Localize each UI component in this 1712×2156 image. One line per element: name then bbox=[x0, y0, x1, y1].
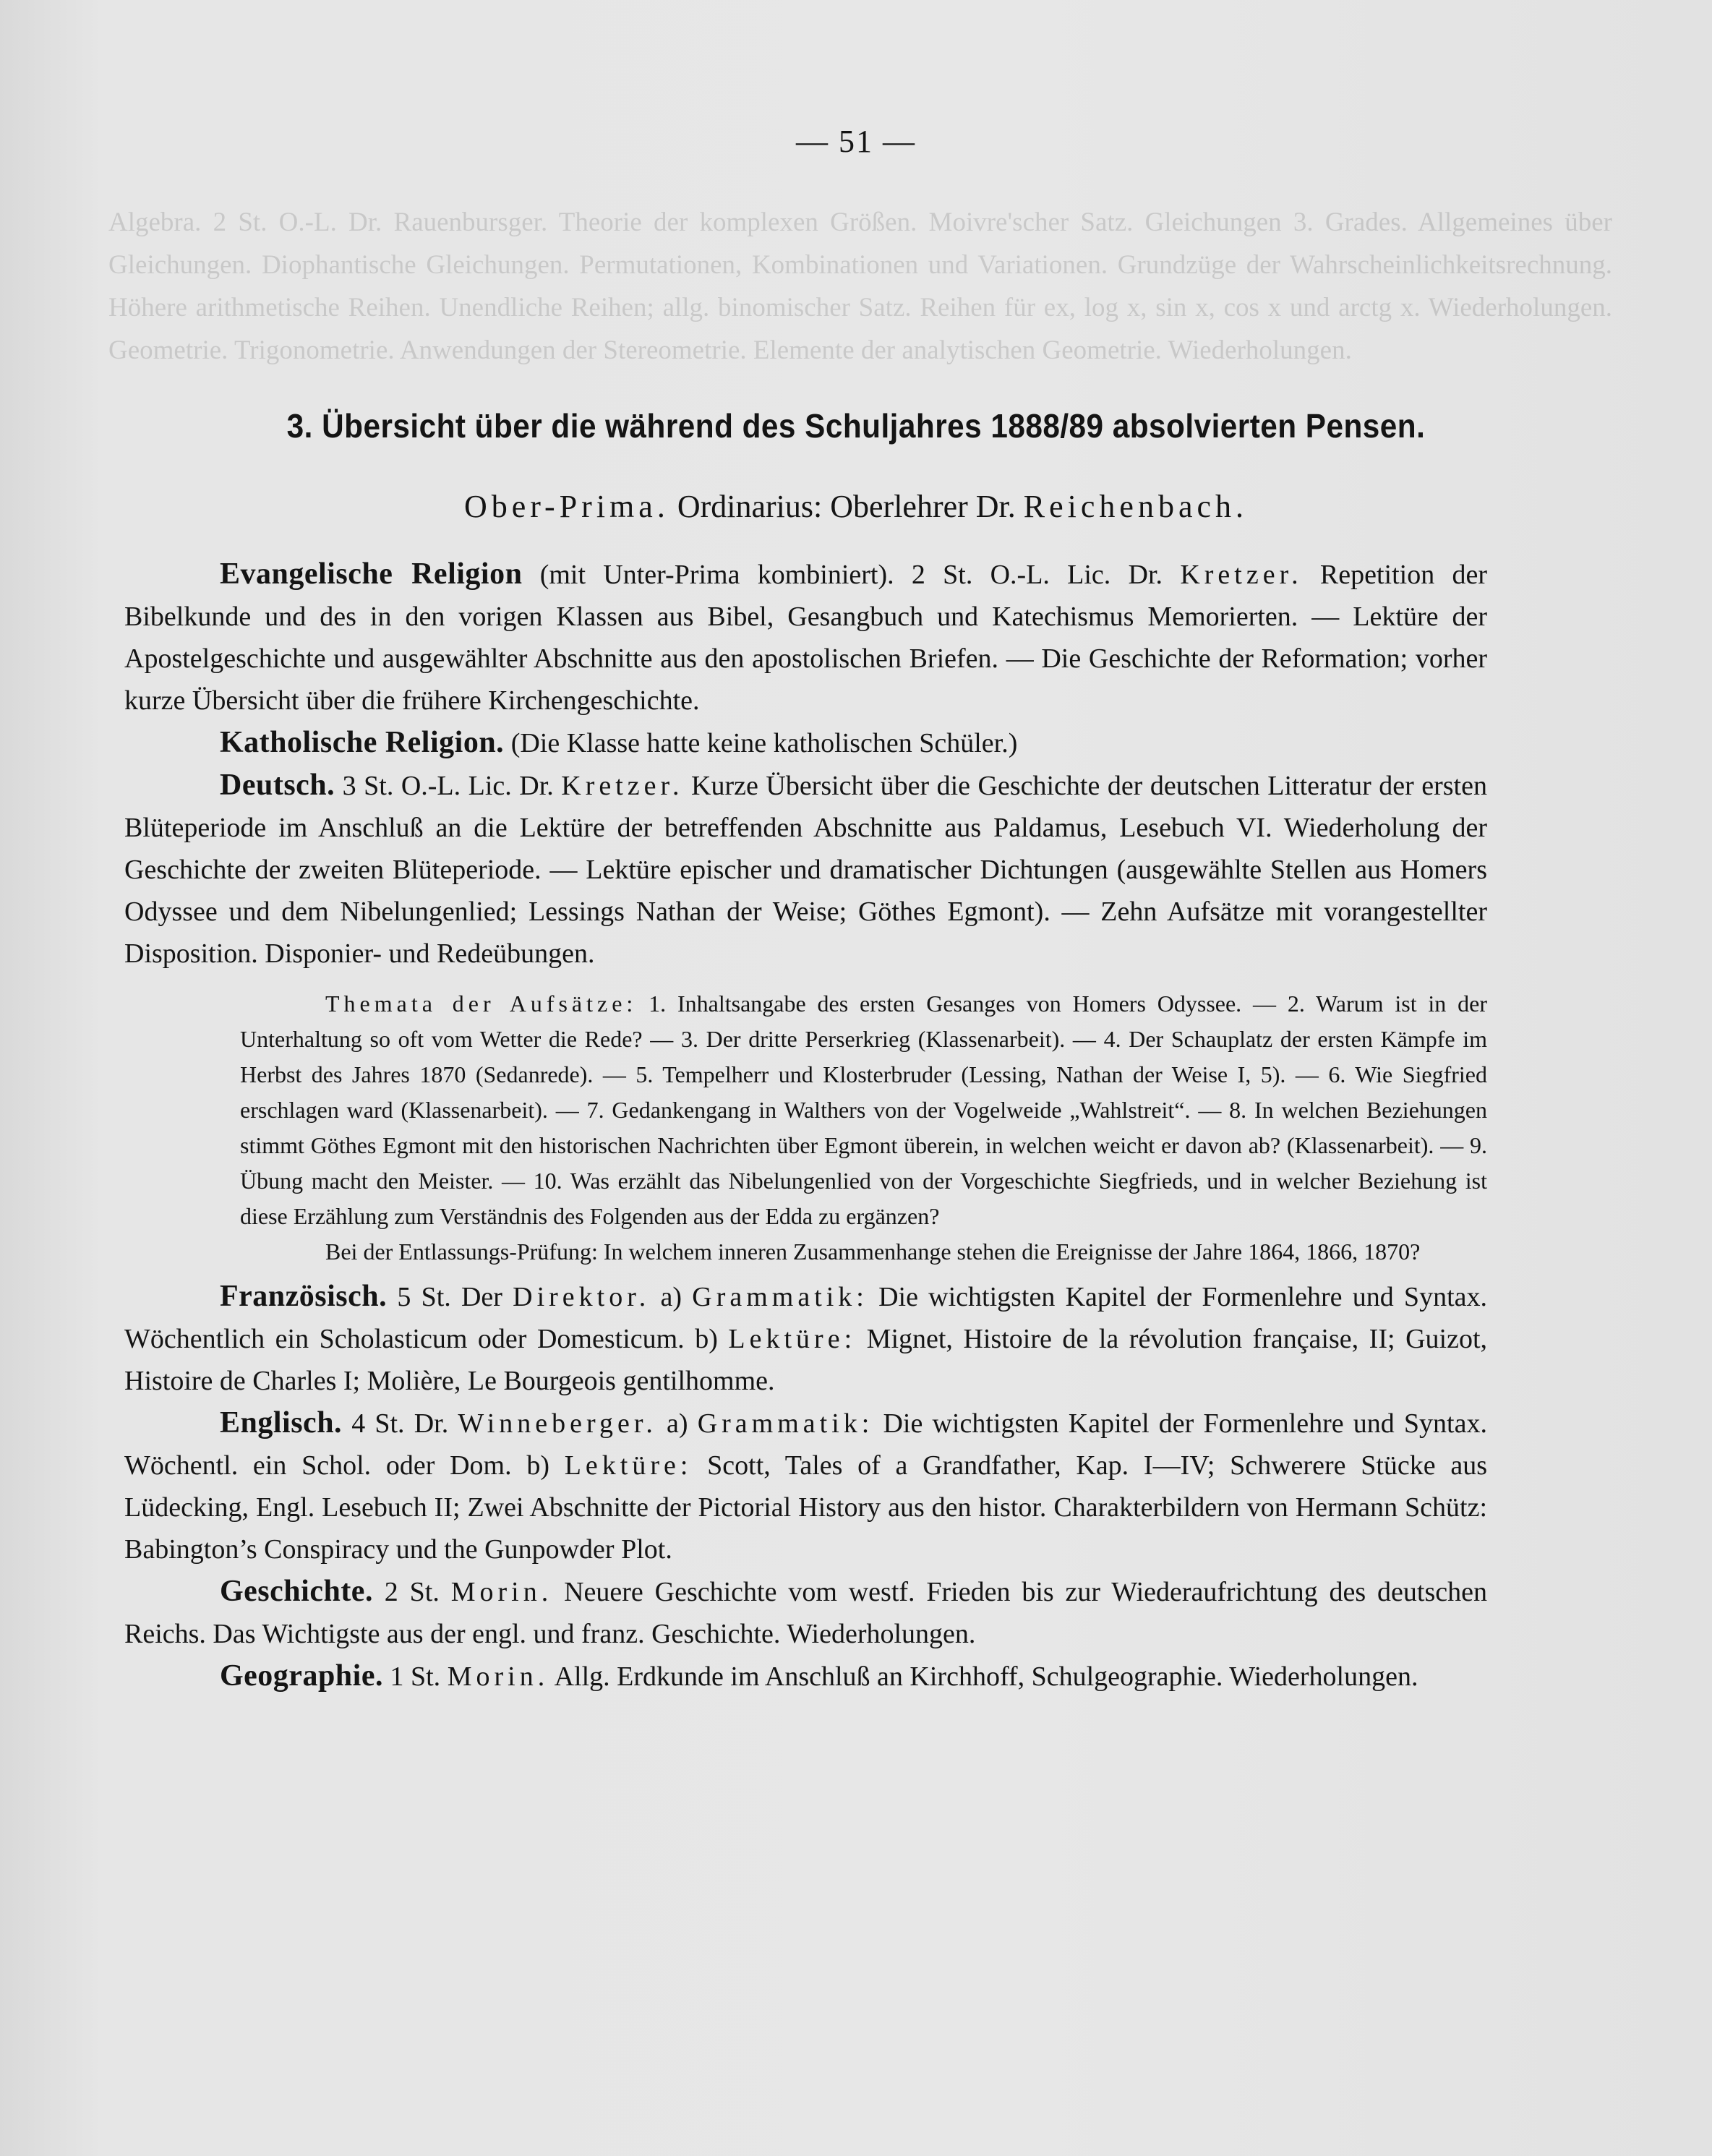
section-deutsch bbox=[124, 764, 1487, 975]
section-text: 2 St. bbox=[372, 1577, 451, 1607]
section-heading: 3. Übersicht über die während des Schuljahres 1888/89 absolvierten Pensen. bbox=[286, 407, 1426, 445]
section-englisch bbox=[124, 1402, 1487, 1570]
ordinarius-name: Reichenbach. bbox=[1023, 489, 1248, 524]
section-text: Die wichtigsten Kapitel der Formenlehre und Syntax. Wöchentl. ein Schol. oder Dom. b) bbox=[124, 1408, 1487, 1481]
section-text: Allg. Erdkunde im Anschluß an Kirchhoff, Schulgeographie. Wiederholungen. bbox=[549, 1661, 1418, 1692]
section-text: Neuere Geschichte vom westf. Frieden bis zur Wiederaufrichtung des deutschen Reichs. Das Wichtigste aus der engl. und franz. Geschichte. Wiederholungen. bbox=[124, 1577, 1487, 1649]
main-text bbox=[124, 553, 1487, 1698]
section-katholische-religion bbox=[124, 722, 1487, 764]
section-text: 3 St. O.-L. Lic. Dr. bbox=[335, 771, 562, 801]
subject-title: Evangelische Religion bbox=[220, 557, 523, 591]
section-text: Kurze Übersicht über die Geschichte der deutschen Litteratur der ersten Blüteperiode im Anschluß an die Lektüre der betreffenden Abschnitte aus Paldamus, Lesebuch VI. Wiederholung der Geschichte der zweiten Blüteperiode. — Lektüre epischer und dramatischer Dichtungen (ausgewählte Stellen aus Homers Odyssee und dem Nibelungenlied; Lessings Nathan der Weise; Göthes Egmont). — Zehn Aufsätze mit vorangestellter Disposition. Disponier- und Redeübungen. bbox=[124, 771, 1487, 969]
section-text: 5 St. Der bbox=[387, 1282, 513, 1312]
subject-title: Englisch. bbox=[220, 1406, 343, 1440]
section-geographie bbox=[124, 1655, 1487, 1698]
subject-title: Deutsch. bbox=[220, 769, 335, 802]
section-franzoesisch bbox=[124, 1275, 1487, 1402]
themes-text: 1. Inhaltsangabe des ersten Gesanges von Homers Odyssee. — 2. Warum ist in der Unterhaltung so oft vom Wetter die Rede? — 3. Der dritte Perserkrieg (Klassenarbeit). — 4. Der Schauplatz der ersten Kämpfe im Herbst des Jahres 1870 (Sedanrede). — 5. Tempelherr und Klosterbruder (Lessing, Nathan der Weise I, 5). — 6. Wie Siegfried erschlagen ward (Klassenarbeit). — 7. Gedankengang in Walthers von der Vogelweide „Wahlstreit“. — 8. In welchen Beziehungen stimmt Göthes Egmont mit den historischen Nachrichten über Egmont überein, in welchen weicht er davon ab? (Klassenarbeit). — 9. Übung macht den Meister. — 10. Was erzählt das Nibelungenlied von der Vorgeschichte Siegfrieds, und in welcher Beziehung ist diese Erzählung zum Verständnis des Folgenden aus der Edda zu ergänzen? bbox=[240, 991, 1488, 1229]
teacher-name: Direktor. bbox=[513, 1282, 651, 1312]
lektuere-label: Lektüre: bbox=[564, 1450, 693, 1481]
bleed-through-text: Algebra. 2 St. O.-L. Dr. Rauenbursger. Theorie der komplexen Größen. Moivre'scher Satz. Gleichungen 3. Grades. Allgemeines über Gleichungen. Diophantische Gleichungen. Permutationen, Kombinationen und Variationen. Grundzüge der Wahrscheinlichkeitsrechnung. Höhere arithmetische Reihen. Unendliche Reihen; allg. binomischer Satz. Reihen für ex, log x, sin x, cos x und arctg x. Wiederholungen. Geometrie. Trigonometrie. Anwendungen der Stereometrie. Elemente der analytischen Geometrie. Wiederholungen. bbox=[108, 208, 1612, 365]
section-geschichte bbox=[124, 1570, 1487, 1655]
ordinarius-title: Oberlehrer Dr. bbox=[830, 489, 1016, 524]
section-text: Die wichtigsten Kapitel der Formenlehre und Syntax. Wöchentlich ein Scholasticum oder Domesticum. b) bbox=[124, 1282, 1487, 1354]
section-text: (mit Unter-Prima kombiniert). 2 St. O.-L. Lic. Dr. bbox=[522, 560, 1181, 590]
section-text: a) bbox=[650, 1282, 693, 1312]
section-text: 4 St. Dr. bbox=[342, 1408, 458, 1439]
lektuere-label: Lektüre: bbox=[728, 1324, 857, 1354]
subject-title: Katholische Religion. bbox=[220, 726, 505, 759]
class-line bbox=[0, 488, 1712, 525]
section-text: (Die Klasse hatte keine katholischen Schüler.) bbox=[504, 728, 1018, 758]
essay-themes bbox=[124, 986, 1487, 1270]
section-text: Mignet, Histoire de la révolution française, II; Guizot, Histoire de Charles I; Molière, Le Bourgeois gentilhomme. bbox=[124, 1324, 1487, 1396]
exam-theme: Bei der Entlassungs-Prüfung: In welchem inneren Zusammenhange stehen die Ereignisse der Jahre 1864, 1866, 1870? bbox=[325, 1239, 1421, 1265]
ordinarius-label: Ordinarius: bbox=[677, 489, 823, 524]
teacher-name: Kretzer. bbox=[561, 771, 684, 801]
teacher-name: Winneberger. bbox=[458, 1408, 657, 1439]
subject-title: Geographie. bbox=[220, 1659, 383, 1693]
grammatik-label: Grammatik: bbox=[692, 1282, 868, 1312]
themes-list bbox=[240, 986, 1487, 1234]
teacher-name: Kretzer. bbox=[1180, 560, 1303, 590]
teacher-name: Morin. bbox=[450, 1577, 553, 1607]
subject-title: Französisch. bbox=[220, 1280, 388, 1313]
section-text: 1 St. bbox=[382, 1661, 448, 1692]
teacher-name: Morin. bbox=[447, 1661, 549, 1692]
section-text: Scott, Tales of a Grandfather, Kap. I—IV; Schwerere Stücke aus Lüdecking, Engl. Lesebuch II; Zwei Abschnitte der Pictorial History aus den histor. Charakterbildern von Hermann Schütz: Babington’s Conspiracy und the Gunpowder Plot. bbox=[124, 1450, 1487, 1565]
grammatik-label: Grammatik: bbox=[697, 1408, 874, 1439]
section-text: a) bbox=[656, 1408, 698, 1439]
section-text: Repetition der Bibelkunde und des in den vorigen Klassen aus Bibel, Gesangbuch und Katechismus Memorierten. — Lektüre der Apostelgeschichte und ausgewählter Abschnitte aus den apostolischen Briefen. — Die Geschichte der Reformation; vorher kurze Übersicht über die frühere Kirchengeschichte. bbox=[124, 560, 1487, 716]
class-name: Ober-Prima. bbox=[463, 489, 669, 524]
themes-label: Themata der Aufsätze: bbox=[325, 991, 638, 1017]
section-evangelische-religion bbox=[124, 553, 1487, 722]
page-number: — 51 — bbox=[796, 124, 916, 159]
subject-title: Geschichte. bbox=[220, 1575, 373, 1608]
